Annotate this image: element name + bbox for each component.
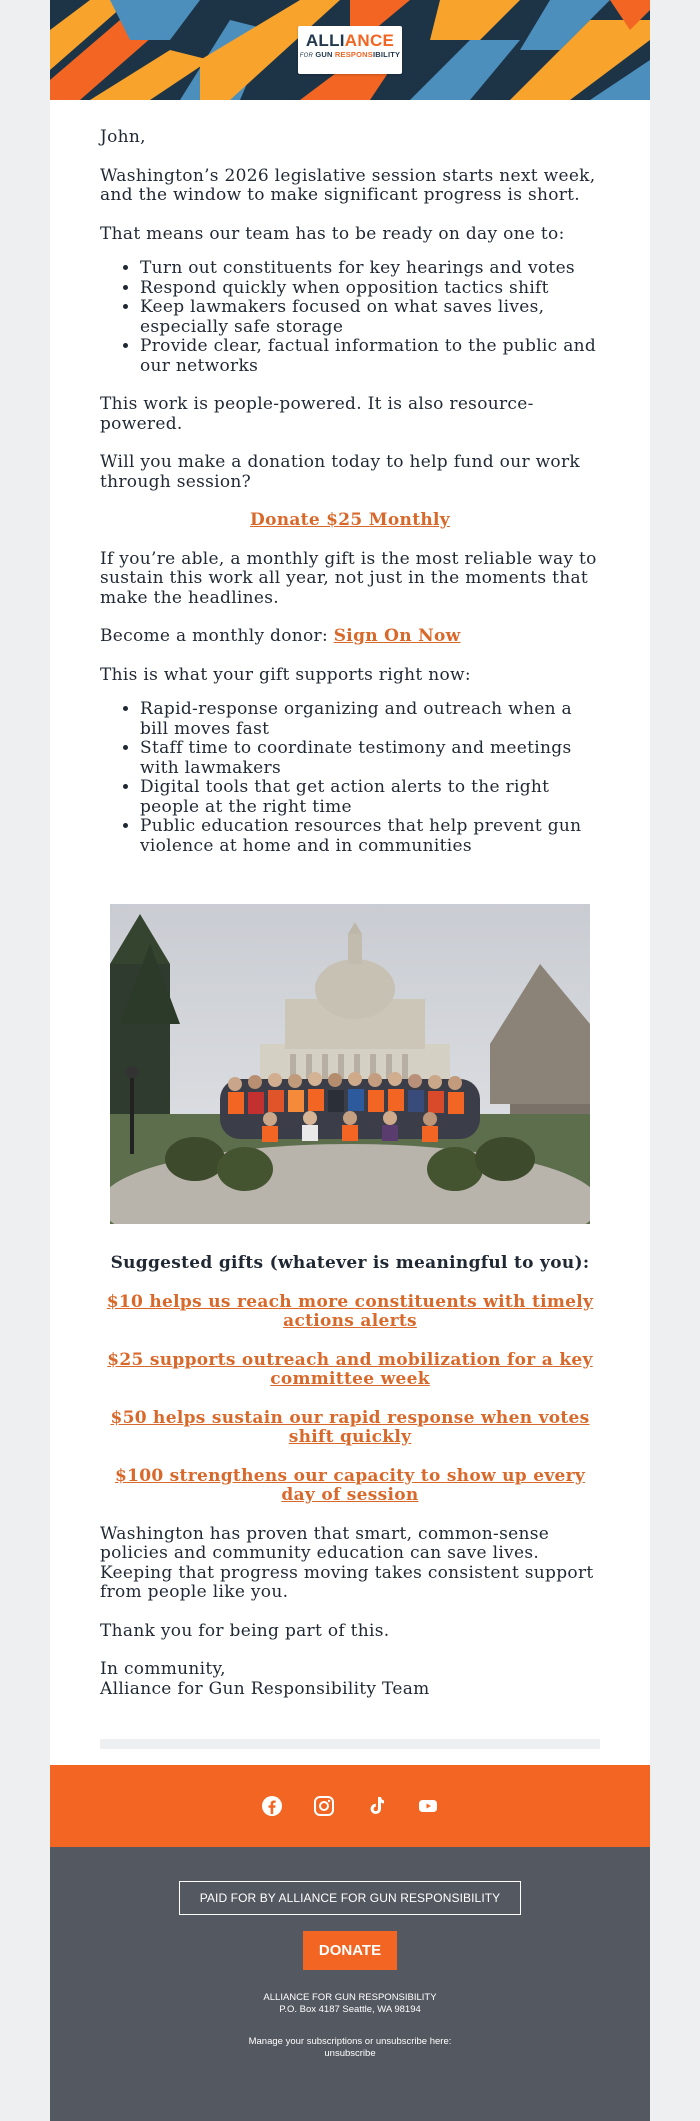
signoff	[100, 1660, 600, 1699]
footer-address: P.O. Box 4187 Seattle, WA 98194	[279, 2004, 421, 2015]
supports-list	[100, 700, 600, 856]
email-container	[50, 0, 650, 2121]
list-item: • Digital tools that get action alerts to the right people at the right time	[140, 778, 600, 817]
paragraph-people-powered: This work is people-powered. It is also resource-powered.	[100, 394, 534, 434]
logo-text-respons: RESPONS	[334, 50, 373, 59]
gift-option	[100, 1467, 600, 1506]
donate-button[interactable]: DONATE	[303, 1931, 397, 1970]
capitol-group-photo	[110, 904, 590, 1224]
logo-text-ibility: IBILITY	[372, 50, 401, 59]
tiktok-icon[interactable]	[364, 1794, 388, 1818]
logo-text-2: ANCE	[344, 31, 395, 50]
greeting: John,	[100, 127, 146, 147]
unsubscribe-link[interactable]: unsubscribe	[324, 2048, 376, 2059]
manage-text: Manage your subscriptions or unsubscribe here:	[248, 2036, 452, 2047]
donate-link-row	[100, 511, 600, 531]
become-donor-text: Become a monthly donor:	[100, 626, 334, 646]
gift-option	[100, 1293, 600, 1332]
manage-subscriptions	[50, 2036, 650, 2060]
footer-org-name: ALLIANCE FOR GUN RESPONSIBILITY	[263, 1992, 437, 2003]
gift-10-link[interactable]: $10 helps us reach more constituents with timely actions alerts	[106, 1291, 594, 1331]
list-item: • Turn out constituents for key hearings and votes	[140, 259, 600, 279]
paragraph-ready: That means our team has to be ready on day one to:	[100, 223, 565, 244]
gift-50-link[interactable]: $50 helps sustain our rapid response when votes shift quickly	[110, 1407, 590, 1447]
list-item: • Keep lawmakers focused on what saves lives, especially safe storage	[140, 298, 600, 337]
alliance-logo[interactable]	[298, 26, 402, 74]
list-item: • Public education resources that help prevent gun violence at home and in communities	[140, 817, 600, 856]
paragraph-ask: Will you make a donation today to help fund our work through session?	[100, 452, 580, 492]
paid-for-disclaimer: PAID FOR BY ALLIANCE FOR GUN RESPONSIBILITY	[179, 1881, 522, 1915]
priorities-list	[100, 259, 600, 376]
list-item: • Staff time to coordinate testimony and meetings with lawmakers	[140, 739, 600, 778]
gift-25-link[interactable]: $25 supports outreach and mobilization for a key committee week	[107, 1349, 593, 1389]
list-item: • Rapid-response organizing and outreach when a bill moves fast	[140, 700, 600, 739]
signature: Alliance for Gun Responsibility Team	[100, 1678, 430, 1699]
social-bar	[50, 1765, 650, 1847]
divider	[100, 1739, 600, 1749]
list-item: • Respond quickly when opposition tactics shift	[140, 279, 600, 299]
paragraph-monthly: If you’re able, a monthly gift is the most reliable way to sustain this work all year, not just in the moments that make the headlines.	[100, 548, 597, 608]
gift-option	[100, 1409, 600, 1448]
paragraph-thanks: Thank you for being part of this.	[100, 1620, 390, 1641]
logo-text-for: FOR	[299, 53, 314, 59]
paragraph-intro: Washington’s 2026 legislative session starts next week, and the window to make significant progress is short.	[100, 165, 596, 205]
paragraph-supports: This is what your gift supports right now:	[100, 664, 471, 685]
signoff-line: In community,	[100, 1659, 226, 1679]
logo-text-1: ALLI	[305, 31, 345, 50]
sign-on-now-link[interactable]: Sign On Now	[333, 626, 461, 646]
gift-100-link[interactable]: $100 strengthens our capacity to show up every day of session	[114, 1465, 586, 1505]
youtube-icon[interactable]	[416, 1794, 440, 1818]
header-banner	[50, 0, 650, 100]
suggested-gifts-heading: Suggested gifts (whatever is meaningful to you):	[110, 1253, 590, 1273]
logo-text-gun: GUN	[315, 50, 333, 59]
gift-option	[100, 1351, 600, 1390]
list-item: • Provide clear, factual information to the public and our networks	[140, 337, 600, 376]
paragraph-become-donor	[100, 627, 600, 647]
donate-monthly-link[interactable]: Donate $25 Monthly	[250, 510, 450, 530]
footer-address-block	[50, 1992, 650, 2016]
facebook-icon[interactable]	[260, 1794, 284, 1818]
footer	[50, 1847, 650, 2121]
instagram-icon[interactable]	[312, 1794, 336, 1818]
paragraph-proven: Washington has proven that smart, common-sense policies and community education can save lives. Keeping that progress moving takes consistent support from people like you.	[100, 1523, 594, 1602]
email-body	[50, 100, 650, 1749]
